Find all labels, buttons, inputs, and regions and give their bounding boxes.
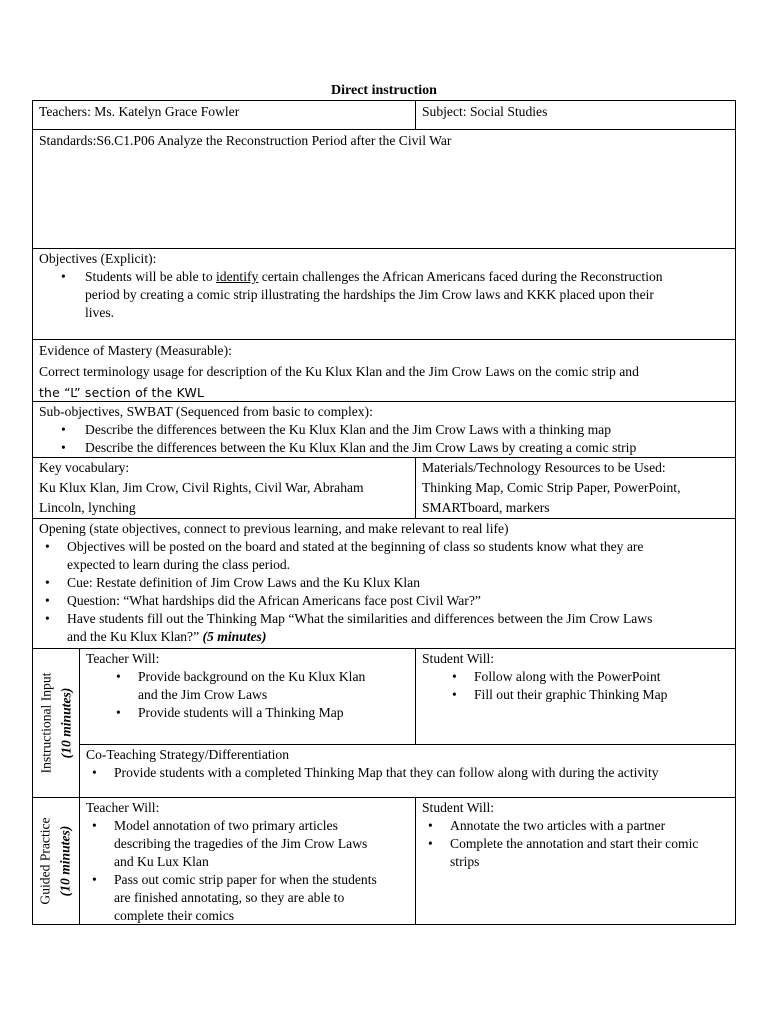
evidence-line-2: the “L” section of the KWL [39, 385, 205, 400]
guided-teacher-item [86, 817, 409, 871]
coteaching-heading: Co-Teaching Strategy/Differentiation [86, 747, 290, 762]
guided-teacher-list [86, 817, 409, 925]
opening-item-1-line-1: • Objectives will be posted on the board and stated at the beginning of class so students know what they are [67, 539, 644, 554]
subobjectives-list [39, 421, 729, 457]
opening-list [39, 538, 729, 646]
vocabulary-line-2: Lincoln, lynching [39, 500, 136, 515]
document-title: Direct instruction [331, 83, 437, 98]
coteaching-cell [79, 744, 736, 798]
opening-time: (5 minutes) [202, 629, 267, 644]
evidence-line-1: Correct terminology usage for description of the Ku Klux Klan and the Jim Crow Laws on the comic strip and [39, 364, 639, 379]
coteaching-list [86, 764, 729, 782]
instructional-teacher-item-1-line-1: • Provide background on the Ku Klux Klan [138, 669, 366, 684]
guided-teacher-item-2-line-2: are finished annotating, so they are able to [114, 890, 345, 905]
opening-item-4-line-2: and the Ku Klux Klan?” [67, 629, 203, 644]
guided-teacher-item-1-line-2: describing the tragedies of the Jim Crow Laws [114, 836, 368, 851]
instructional-student-item-text: • Fill out their graphic Thinking Map [474, 687, 668, 702]
guided-student-item [422, 835, 729, 871]
vocabulary-heading: Key vocabulary: [39, 460, 130, 475]
guided-student-heading: Student Will: [422, 800, 495, 815]
instructional-student-cell [415, 648, 736, 745]
objective-line-3: lives. [85, 305, 115, 320]
vocabulary-line-1: Ku Klux Klan, Jim Crow, Civil Rights, Civil War, Abraham [39, 480, 364, 495]
subobjectives-heading: Sub-objectives, SWBAT (Sequenced from basic to complex): [39, 404, 373, 419]
instructional-teacher-item [86, 668, 409, 704]
subobjective-item [39, 439, 729, 457]
materials-heading: Materials/Technology Resources to be Used: [422, 460, 666, 475]
evidence-heading: Evidence of Mastery (Measurable): [39, 343, 232, 358]
guided-teacher-item-1-line-3: and Ku Lux Klan [114, 854, 209, 869]
instructional-input-time: (10 minutes) [58, 687, 73, 759]
instructional-input-title: Instructional Input [38, 672, 53, 774]
instructional-teacher-heading: Teacher Will: [86, 651, 160, 666]
guided-practice-time: (10 minutes) [58, 825, 74, 897]
opening-item-1-line-2: expected to learn during the class period. [67, 557, 291, 572]
subject-cell [415, 100, 736, 130]
subobjective-item [39, 421, 729, 439]
objectives-heading: Objectives (Explicit): [39, 251, 157, 266]
instructional-student-list [422, 668, 729, 704]
objective-line-2: period by creating a comic strip illustrating the hardships the Jim Crow laws and KKK placed upon their [85, 287, 654, 302]
instructional-teacher-cell [79, 648, 416, 745]
guided-practice-label [32, 797, 80, 925]
vocabulary-cell [32, 457, 416, 519]
guided-teacher-item-1-line-1: • Model annotation of two primary articles [114, 818, 338, 833]
opening-heading: Opening (state objectives, connect to previous learning, and make relevant to real life) [39, 521, 509, 536]
guided-teacher-item-2-line-3: complete their comics [114, 908, 235, 923]
instructional-student-heading: Student Will: [422, 651, 495, 666]
instructional-student-item-text: • Follow along with the PowerPoint [474, 669, 661, 684]
guided-student-list [422, 817, 729, 871]
guided-student-item [422, 817, 729, 835]
guided-teacher-item [86, 871, 409, 925]
guided-student-cell [415, 797, 736, 925]
opening-item [39, 574, 729, 592]
objectives-list [39, 268, 729, 322]
opening-item [39, 592, 729, 610]
opening-item-3: • Question: “What hardships did the African Americans face post Civil War?” [67, 593, 481, 608]
instructional-student-item [422, 686, 729, 704]
instructional-teacher-list [86, 668, 409, 722]
instructional-teacher-item-2: • Provide students will a Thinking Map [138, 705, 344, 720]
opening-cell [32, 518, 736, 649]
objective-text-start: Students will be able to [85, 269, 217, 284]
subobjectives-cell [32, 401, 736, 458]
materials-cell [415, 457, 736, 519]
instructional-input-label [32, 648, 80, 798]
subobjective-text: • Describe the differences between the Ku Klux Klan and the Jim Crow Laws by creating a comic strip [85, 440, 637, 455]
teachers-text: Teachers: Ms. Katelyn Grace Fowler [39, 104, 240, 119]
coteaching-item [86, 764, 729, 782]
guided-teacher-cell [79, 797, 416, 925]
materials-line-2: SMARTboard, markers [422, 500, 550, 515]
evidence-cell [32, 339, 736, 402]
materials-line-1: Thinking Map, Comic Strip Paper, PowerPoint, [422, 480, 681, 495]
objective-text-rest: certain challenges the African Americans faced during the Reconstruction [258, 269, 663, 284]
opening-item-4-line-1: • Have students fill out the Thinking Map “What the similarities and differences between the Jim Crow Laws [67, 611, 653, 626]
objectives-item [39, 268, 729, 322]
instructional-student-item [422, 668, 729, 686]
standards-cell [32, 129, 736, 249]
instructional-teacher-item-1-line-2: and the Jim Crow Laws [138, 687, 268, 702]
opening-item [39, 538, 729, 574]
instructional-teacher-item [86, 704, 409, 722]
guided-teacher-item-2-line-1: • Pass out comic strip paper for when the students [114, 872, 377, 887]
objective-underlined-word: identify [216, 269, 259, 284]
guided-practice-title: Guided Practice [38, 817, 54, 905]
guided-student-item-2-line-2: strips [450, 854, 480, 869]
guided-teacher-heading: Teacher Will: [86, 800, 160, 815]
guided-student-item-2-line-1: • Complete the annotation and start their comic [450, 836, 699, 851]
coteaching-item-text: • Provide students with a completed Thinking Map that they can follow along with during the activity [114, 765, 659, 780]
subobjective-text: • Describe the differences between the Ku Klux Klan and the Jim Crow Laws with a thinking map [85, 422, 611, 437]
opening-item [39, 610, 729, 646]
teachers-cell [32, 100, 416, 130]
guided-student-item-1: • Annotate the two articles with a partner [450, 818, 666, 833]
subject-text: Subject: Social Studies [422, 104, 548, 119]
objectives-cell [32, 248, 736, 340]
opening-item-2: • Cue: Restate definition of Jim Crow Laws and the Ku Klux Klan [67, 575, 420, 590]
standards-text: Standards:S6.C1.P06 Analyze the Reconstruction Period after the Civil War [39, 133, 452, 148]
